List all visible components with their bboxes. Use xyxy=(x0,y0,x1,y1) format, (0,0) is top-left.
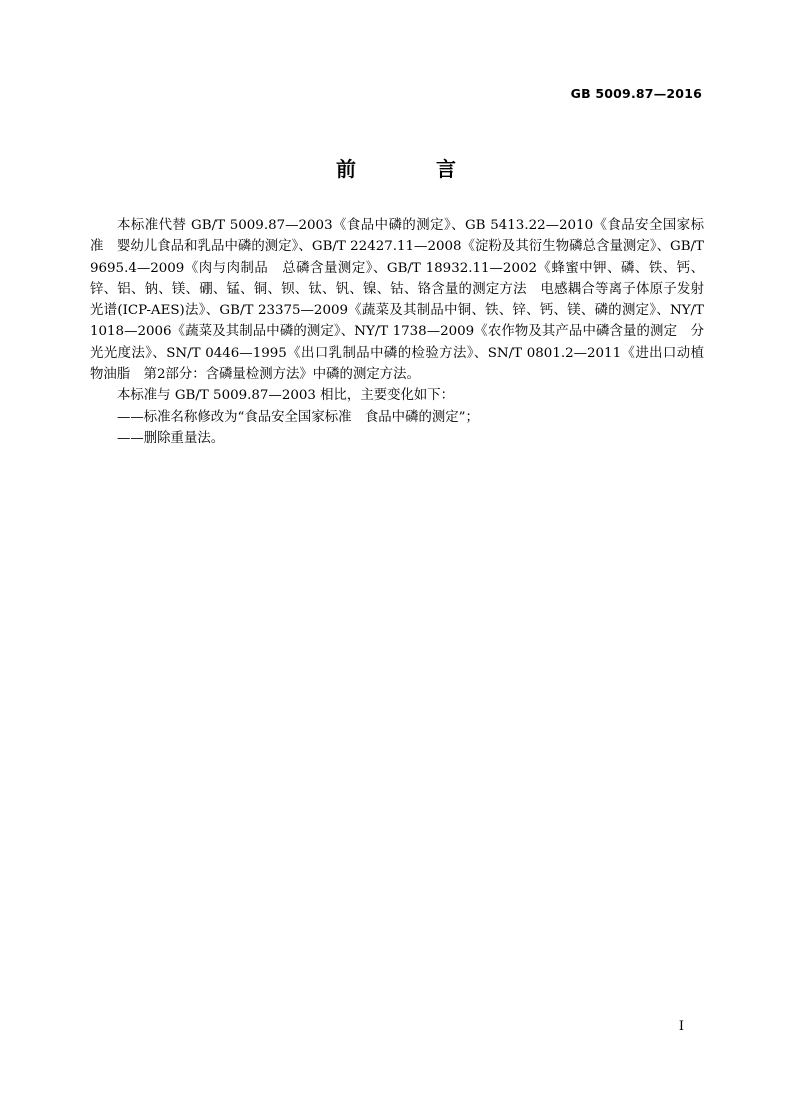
page-title: 前 言 xyxy=(336,157,486,181)
paragraph-replacement: 本标准代替 GB/T 5009.87—2003《食品中磷的测定》、GB 5413.22—2010《食品安全国家标准 婴幼儿食品和乳品中磷的测定》、GB/T 22427.11—2008《淀粉及其衍生物磷总含量测定》、GB/T 9695.4—2009《肉与肉制品 总磷含量测定》、GB/T 18932.11—2002《蜂蜜中钾、磷、铁、钙、锌、铝、钠、镁、硼、锰、铜、钡、钛、钒、镍、钴、铬含量的测定方法 电感耦合等离子体原子发射光谱(ICP-AES)法》、GB/T 23375—2009《蔬菜及其制品中铜、铁、锌、钙、镁、磷的测定》、NY/T 1018—2006《蔬菜及其制品中磷的测定》、NY/T 1738—2009《农作物及其产品中磷含量的测定 分光光度法》、SN/T 0446—1995《出口乳制品中磷的检验方法》、SN/T 0801.2—2011《进出口动植物油脂 第2部分：含磷量检测方法》中磷的测定方法。 xyxy=(90,218,704,383)
change-item: ——标准名称修改为“食品安全国家标准 食品中磷的测定”； xyxy=(117,409,479,425)
page-number: I xyxy=(678,1019,684,1034)
paragraph-changes-intro: 本标准与 GB/T 5009.87—2003 相比，主要变化如下： xyxy=(117,388,455,404)
standard-code: GB 5009.87—2016 xyxy=(570,86,702,101)
change-item: ——删除重量法。 xyxy=(117,430,225,446)
foreword-body xyxy=(90,215,704,449)
